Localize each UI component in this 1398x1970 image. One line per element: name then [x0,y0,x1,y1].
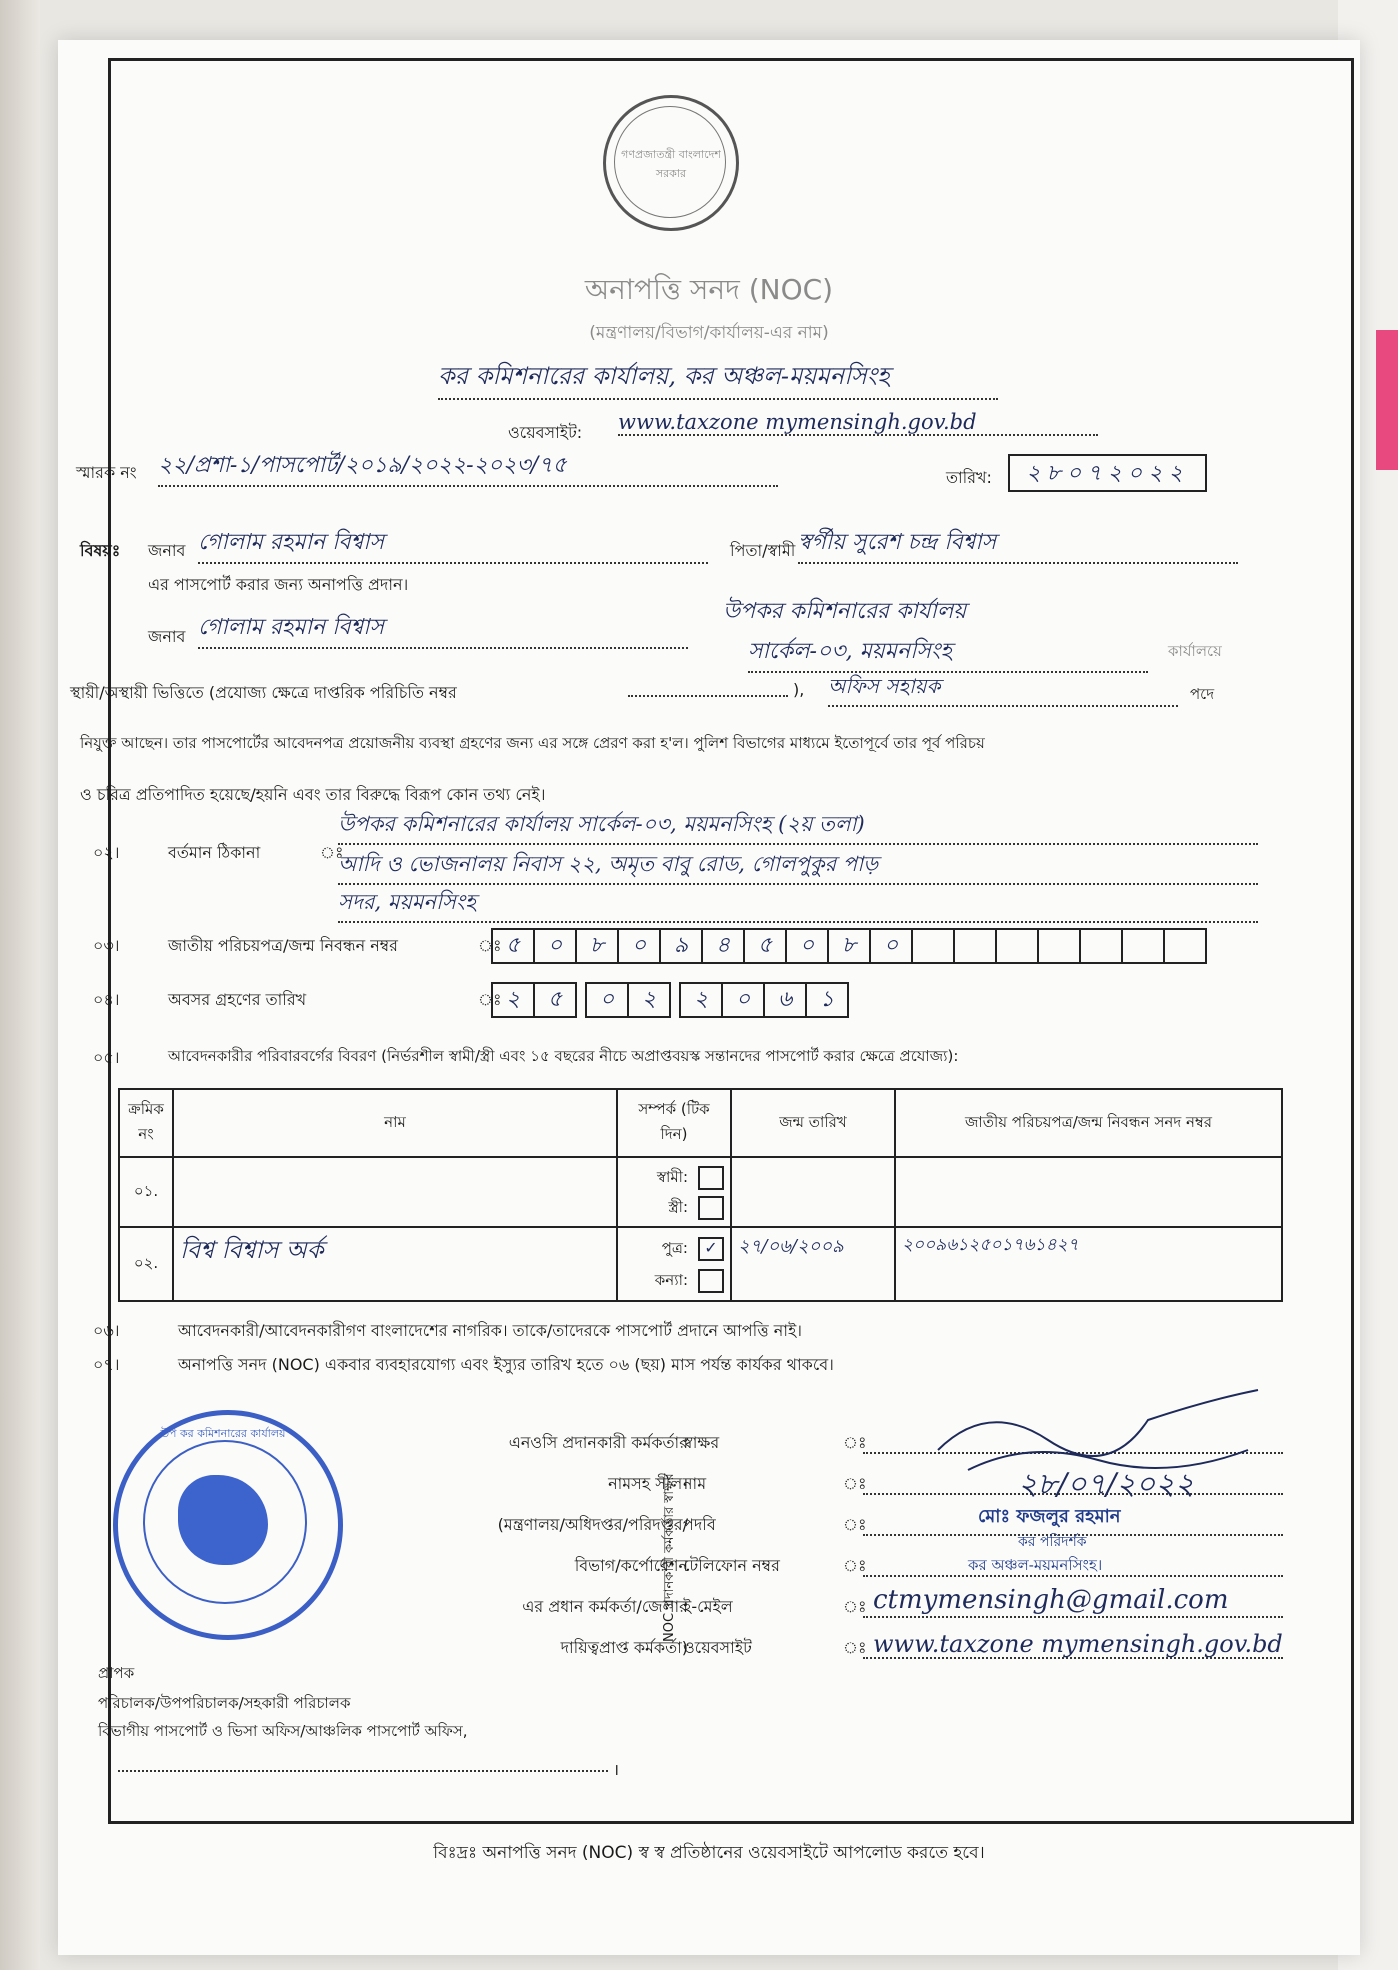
retire-digit: ১ [805,982,849,1018]
applicant-name-2: গোলাম রহমান বিশ্বাস [198,610,688,649]
memo-value: ২২/প্রশা-১/পাসপোর্ট/২০১৯/২০২২-২০২৩/৭৫ [158,448,778,487]
signature-date: ২৮/০৭/২০২২ [1018,1467,1195,1502]
post-name: অফিস সহায়ক [828,672,1178,707]
subject-line2: এর পাসপোর্ট করার জন্য অনাপত্তি প্রদান। [148,575,409,594]
mr-label: জনাব [148,541,186,560]
husband-checkbox[interactable] [698,1166,724,1190]
office-name: কর কমিশনারের কার্যালয়, কর অঞ্চল-ময়মনসিংহ [438,358,998,400]
nid-digit [953,928,997,964]
mr-label-2: জনাব [148,627,186,646]
col-nid: জাতীয় পরিচয়পত্র/জন্ম নিবন্ধন সনদ নম্বর [895,1089,1282,1157]
nid-digit [1163,928,1207,964]
col-serial: ক্রমিক নং [119,1089,173,1157]
body-paragraph-1: নিযুক্ত আছেন। তার পাসপোর্টের আবেদনপত্র প্রয়োজনীয় ব্যবস্থা গ্রহণের জন্য এর সঙ্গে প্রেরণ করা হ'ল। পুলিশ বিভাগের মাধ্যমে ইতোপূর্বে তার পূর্ব পরিচয় [80,734,985,752]
child-name: বিশ্ব বিশ্বাস অর্ক [173,1227,617,1301]
page-title: অনাপত্তি সনদ (NOC) [584,273,834,306]
permanent-label: স্থায়ী/অস্থায়ী ভিত্তিতে (প্রযোজ্য ক্ষেত্রে দাপ্তরিক পরিচিতি নম্বর [70,683,457,702]
address-line-1: উপকর কমিশনারের কার্যালয় সার্কেল-০৩, ময়মনসিংহ (২য় তলা) [338,808,1258,845]
nid-digit: ৫ [743,928,787,964]
nid-digit: ৮ [575,928,619,964]
permanent-dots [628,695,788,697]
child-dob: ২৭/০৬/২০০৯ [731,1227,895,1301]
retire-digit: ৬ [763,982,807,1018]
nid-digit: ৯ [659,928,703,964]
col-name: নাম [173,1089,617,1157]
address-line-2: আদি ও ভোজনালয় নিবাস ২২, অমৃত বাবু রোড, গোলপুকুর পাড় [338,848,1258,885]
date-value: ২৮০৭২০২২ [1008,454,1207,492]
government-seal-icon: গণপ্রজাতন্ত্রী বাংলাদেশ সরকার [603,95,739,231]
background-edge [0,0,40,1970]
pode-label: পদে [1190,685,1215,703]
signature-field-labels: স্বাক্ষর নাম পদবি টেলিফোন নম্বর ই-মেইল ওয়েবসাইট [683,1433,780,1657]
nid-digit: ৪ [701,928,745,964]
nid-digit: ০ [533,928,577,964]
stamp-officer-name: মোঃ ফজলুর রহমান [978,1506,1121,1527]
nid-label: জাতীয় পরিচয়পত্র/জন্ম নিবন্ধন নম্বর [168,936,398,955]
citizen-text: আবেদনকারী/আবেদনকারীগণ বাংলাদেশের নাগরিক। তাকে/তাদেরকে পাসপোর্ট প্রদানে আপত্তি নাই। [178,1321,803,1340]
address-line-3: সদর, ময়মনসিংহ [338,886,1258,923]
recipient-label: প্রাপক [98,1664,135,1682]
son-checkbox[interactable]: ✓ [698,1237,724,1261]
website-label: ওয়েবসাইট: [508,423,583,442]
nid-boxes [493,928,1207,964]
retire-date-boxes [493,982,849,1018]
nid-digit [911,928,955,964]
noc-vertical-label: NOC প্রদানকারী কর্মকর্তার স্বাক্ষর [662,1473,677,1642]
email-value: ctmymensingh@gmail.com [873,1585,1229,1615]
noc-document: গণপ্রজাতন্ত্রী বাংলাদেশ সরকার অনাপত্তি সনদ (NOC) (মন্ত্রণালয়/বিভাগ/কার্যালয়-এর নাম) কর কমিশনারের কার্যালয়, কর অঞ্চল-ময়মনসিংহ ওয়েবসাইট: www.taxzone mymensingh.gov.bd স্মারক নং ২২/প্রশা-১/পাসপোর্ট/২০১৯/২০২২-২০২৩/৭৫ তারিখ: ২৮০৭২০২২ বিষয়ঃ জনাব গোলাম রহমান বিশ্বাস পিতা/স্বামী স্বর্গীয় সুরেশ চন্দ্র বিশ্বাস এর পাসপোর্ট করার জন্য অনাপত্তি প্রদান। জনাব গোলাম রহমান বিশ্বাস উপকর কমিশনারের কার্যালয় সার্কেল-০৩, ময়মনসিংহ কার্যালয়ে স্থায়ী/অস্থায়ী ভিত্তিতে (প্রযোজ্য ক্ষেত্রে দাপ্তরিক পরিচিতি নম্বর ), অফিস সহায়ক পদে নিযুক্ত আছেন। তার পাসপোর্টের আবেদনপত্র প্রয়োজনীয় ব্যবস্থা গ্রহণের জন্য এর সঙ্গে প্রেরণ করা হ'ল। পুলিশ বিভাগের মাধ্যমে ইতোপূর্বে তার পূর্ব পরিচয় ও চরিত্র প্রতিপাদিত হয়েছে/হয়নি এবং তার বিরুদ্ধে বিরূপ কোন তথ্য নেই। ০২। বর্তমান ঠিকানা ঃ উপকর কমিশনারের কার্যালয় সার্কেল-০৩, ময়মনসিংহ (২য় তলা) আদি ও ভোজনালয় নিবাস ২২, অমৃত বাবু রোড, গোলপুকুর পাড় সদর, ময়মনসিংহ ০৩। জাতীয় পরিচয়পত্র/জন্ম নিবন্ধন নম্বর ঃ ৫ ০ ৮ ০ ৯ ৪ ৫ ০ ৮ ০ ০৪। অবসর গ্রহণের তারিখ ঃ ২ ৫ ০ ২ ২ ০ ৬ ১ ০৫। আবেদনকারীর পরিবারবর্গের বিবরণ (নির্ভরশীল স্বামী/স্ত্রী এবং ১৫ বছরের নীচে অপ্রাপ্তবয়স্ক সন্তানদের পাসপোর্ট করার ক্ষেত্রে প্রযোজ্য): ক্রমিক নং নাম সম্পর্ক (টিক দিন) জন্ম তারিখ জাতীয় পরিচয়পত্র/জন্ম নিবন্ধন সনদ নম্বর ০১. স্বামী: স্ত্রী: ০২. বিশ্ব বিশ্বাস অর্ক পুত্র: ✓ কন্যা: ২৭/০৬/২০০৯ ২০০৯৬১২৫০১৭৬১৪২৭ ০৬। আবেদনকারী/আবেদনকারীগণ বাংলাদেশের নাগরিক। তাকে/তাদেরকে পাসপোর্ট প্রদানে আপত্তি নাই। ০৭। অনাপত্তি সনদ (NOC) একবার ব্যবহারযোগ্য এবং ইস্যুর তারিখ হতে ০৬ (ছয়) মাস পর্যন্ত কার্যকর থাকবে। উপ কর কমিশনারের কার্যালয় এনওসি প্রদানকারী কর্মকর্তার নামসহ সীল। (মন্ত্রণালয়/অধিদপ্তর/পরিদপ্তর/ বিভাগ/কর্পোরেশন এর প্রধান কর্মকর্তা/জেলার দায়িত্বপ্রাপ্ত কর্মকর্তা) NOC প্রদানকারী কর্মকর্তার স্বাক্ষর স্বাক্ষর নাম পদবি টেলিফোন নম্বর ই-মেইল ওয়েবসাইট ঃ ঃ ঃ ঃ ঃ ঃ ২৮/০৭/২০২২ মোঃ ফজলুর রহমান কর পরিদর্শক কর অঞ্চল-ময়মনসিংহ। ctmymensingh@gmail.com www.taxzone mymensingh.gov.bd প্রাপক পরিচালক/উপপরিচালক/সহকারী পরিচালক বিভাগীয় পাসপোর্ট ও ভিসা অফিস/আঞ্চলিক পাসপোর্ট অফিস, । বিঃদ্রঃ অনাপত্তি সনদ (NOC) স্ব স্ব প্রতিষ্ঠানের ওয়েবসাইটে আপলোড করতে হবে। [58,40,1360,1955]
father-label: পিতা/স্বামী [730,541,796,560]
family-label: আবেদনকারীর পরিবারবর্গের বিবরণ (নির্ভরশীল স্বামী/স্ত্রী এবং ১৫ বছরের নীচে অপ্রাপ্তবয়স্ক সন্তানদের পাসপোর্ট করার ক্ষেত্রে প্রযোজ্য): [168,1047,959,1065]
nid-digit: ৮ [827,928,871,964]
table-row: ০১. স্বামী: স্ত্রী: [119,1157,1282,1227]
body-paragraph-2: ও চরিত্র প্রতিপাদিত হয়েছে/হয়নি এবং তার বিরুদ্ধে বিরূপ কোন তথ্য নেই। [80,785,546,804]
stamp-office: কর অঞ্চল-ময়মনসিংহ। [968,1556,1103,1574]
recipient-line-1: পরিচালক/উপপরিচালক/সহকারী পরিচালক [98,1694,351,1712]
date-label: তারিখ: [946,468,992,487]
daughter-checkbox[interactable] [698,1269,724,1293]
nid-digit: ০ [785,928,829,964]
office-seal-icon [113,1410,343,1640]
retire-digit: ২ [679,982,723,1018]
address-label: বর্তমান ঠিকানা [168,843,261,862]
office-hand-2: সার্কেল-০৩, ময়মনসিংহ [748,634,1148,673]
validity-text: অনাপত্তি সনদ (NOC) একবার ব্যবহারযোগ্য এবং ইস্যুর তারিখ হতে ০৬ (ছয়) মাস পর্যন্ত কার্যকর থাকবে। [178,1355,834,1374]
nid-digit [995,928,1039,964]
retire-digit: ২ [491,982,535,1018]
nid-digit: ০ [869,928,913,964]
karyalaye-label: কার্যালয়ে [1168,642,1222,660]
nid-digit: ৫ [491,928,535,964]
child-id: ২০০৯৬১২৫০১৭৬১৪২৭ [895,1227,1282,1301]
table-row: ০২. বিশ্ব বিশ্বাস অর্ক পুত্র: ✓ কন্যা: ২৭/০৬/২০০৯ ২০০৯৬১২৫০১৭৬১৪২৭ [119,1227,1282,1301]
retire-digit: ২ [627,982,671,1018]
memo-label: স্মারক নং [76,463,137,482]
office-hand-1: উপকর কমিশনারের কার্যালয় [723,599,967,624]
website-value: www.taxzone mymensingh.gov.bd [618,410,1098,436]
retire-digit: ০ [585,982,629,1018]
subject-label: বিষয়ঃ [80,541,121,560]
nid-digit: ০ [617,928,661,964]
wife-checkbox[interactable] [698,1196,724,1220]
col-dob: জন্ম তারিখ [731,1089,895,1157]
retire-digit: ৫ [533,982,577,1018]
retire-digit: ০ [721,982,765,1018]
family-table [118,1088,1283,1302]
recipient-line-2: বিভাগীয় পাসপোর্ট ও ভিসা অফিস/আঞ্চলিক পাসপোর্ট অফিস, [98,1722,468,1740]
nid-digit [1079,928,1123,964]
father-name: স্বর্গীয় সুরেশ চন্দ্র বিশ্বাস [798,525,1238,564]
nid-digit [1037,928,1081,964]
page-subtitle: (মন্ত্রণালয়/বিভাগ/কার্যালয়-এর নাম) [589,323,829,343]
applicant-name: গোলাম রহমান বিশ্বাস [198,525,708,564]
retire-label: অবসর গ্রহণের তারিখ [168,990,307,1009]
nid-digit [1121,928,1165,964]
seal-text: উপ কর কমিশনারের কার্যালয় [160,1427,286,1440]
background-pink-paper [1376,330,1398,470]
officer-description: এনওসি প্রদানকারী কর্মকর্তার নামসহ সীল। (মন্ত্রণালয়/অধিদপ্তর/পরিদপ্তর/ বিভাগ/কর্পোরেশন এর প্রধান কর্মকর্তা/জেলার দায়িত্বপ্রাপ্ত কর্মকর্তা) [497,1433,688,1657]
stamp-officer-post: কর পরিদর্শক [1018,1534,1087,1550]
website-footer-value: www.taxzone mymensingh.gov.bd [873,1630,1283,1658]
col-relation: সম্পর্ক (টিক দিন) [617,1089,731,1157]
footer-note: বিঃদ্রঃ অনাপত্তি সনদ (NOC) স্ব স্ব প্রতিষ্ঠানের ওয়েবসাইটে আপলোড করতে হবে। [433,1843,985,1863]
